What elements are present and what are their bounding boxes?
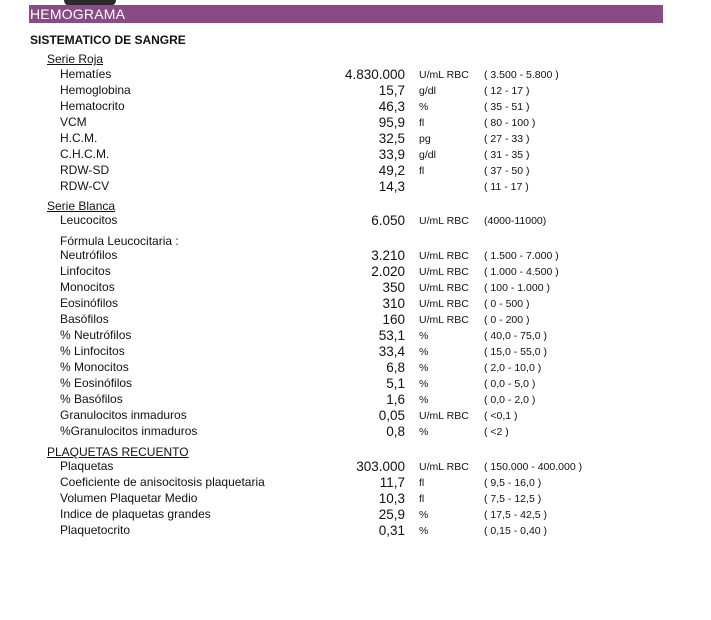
- test-name: % Neutrófilos: [60, 328, 132, 342]
- reference-range: ( 1.000 - 4.500 ): [484, 266, 559, 278]
- header-banner: [29, 5, 663, 23]
- test-name: Monocitos: [60, 280, 115, 294]
- test-value: 0,8: [386, 424, 405, 439]
- section-serie-blanca: Serie Blanca: [47, 199, 116, 213]
- test-value: 1,6: [386, 392, 405, 407]
- test-unit: %: [419, 101, 429, 113]
- reference-range: ( 40,0 - 75,0 ): [484, 330, 548, 342]
- result-row: [0, 392, 711, 408]
- result-row: [0, 491, 711, 507]
- result-row: [0, 459, 711, 475]
- result-row: [0, 280, 711, 296]
- test-value: 0,05: [378, 408, 405, 423]
- test-name: Indice de plaquetas grandes: [60, 507, 211, 521]
- reference-range: ( 0,15 - 0,40 ): [484, 525, 548, 537]
- result-row: [0, 179, 711, 195]
- test-value: 2.020: [371, 264, 405, 279]
- test-unit: U/mL RBC: [419, 266, 469, 278]
- test-name: RDW-SD: [60, 163, 110, 177]
- test-name: Hematocrito: [60, 99, 125, 113]
- reference-range: (4000-11000): [484, 215, 547, 227]
- test-name: VCM: [60, 115, 87, 129]
- result-row: [0, 264, 711, 280]
- test-name: Coeficiente de anisocitosis plaquetaria: [60, 475, 265, 489]
- test-value: 46,3: [378, 99, 405, 114]
- test-name: Leucocitos: [60, 213, 118, 227]
- result-row: [0, 475, 711, 491]
- test-unit: %: [419, 362, 429, 374]
- reference-range: ( 17,5 - 42,5 ): [484, 509, 548, 521]
- test-name: Granulocitos inmaduros: [60, 408, 187, 422]
- reference-range: ( 31 - 35 ): [484, 149, 530, 161]
- test-value: 303.000: [356, 459, 405, 474]
- result-row: [0, 376, 711, 392]
- test-unit: %: [419, 346, 429, 358]
- test-unit: fl: [419, 477, 425, 489]
- test-name: % Basófilos: [60, 392, 123, 406]
- test-name: Basófilos: [60, 312, 109, 326]
- result-row: [0, 115, 711, 131]
- test-name: Neutrófilos: [60, 248, 118, 262]
- test-unit: U/mL RBC: [419, 282, 469, 294]
- result-row: [0, 147, 711, 163]
- reference-range: ( <2 ): [484, 426, 509, 438]
- result-row: [0, 328, 711, 344]
- test-name: %Granulocitos inmaduros: [60, 424, 198, 438]
- result-row: [0, 131, 711, 147]
- result-row: [0, 424, 711, 440]
- test-name: Linfocitos: [60, 264, 111, 278]
- test-value: 10,3: [378, 491, 405, 506]
- reference-range: ( 11 - 17 ): [484, 181, 529, 193]
- reference-range: ( 9,5 - 16,0 ): [484, 477, 542, 489]
- test-value: 160: [382, 312, 405, 327]
- test-name: Plaquetas: [60, 459, 114, 473]
- test-value: 350: [382, 280, 405, 295]
- result-row: [0, 312, 711, 328]
- reference-range: ( 0,0 - 2,0 ): [484, 394, 536, 406]
- reference-range: ( 15,0 - 55,0 ): [484, 346, 548, 358]
- test-value: 5,1: [386, 376, 405, 391]
- test-name: Eosinófilos: [60, 296, 119, 310]
- test-name: Hematíes: [60, 67, 112, 81]
- test-value: 4.830.000: [344, 67, 405, 82]
- test-unit: %: [419, 509, 429, 521]
- test-unit: U/mL RBC: [419, 461, 469, 473]
- test-name: H.C.M.: [60, 131, 98, 145]
- test-unit: %: [419, 378, 429, 390]
- section-plaquetas: PLAQUETAS RECUENTO: [47, 445, 189, 459]
- reference-range: ( 27 - 33 ): [484, 133, 530, 145]
- reference-range: ( 80 - 100 ): [484, 117, 536, 129]
- test-value: 11,7: [379, 475, 405, 490]
- result-row: [0, 408, 711, 424]
- reference-range: ( 150.000 - 400.000 ): [484, 461, 583, 473]
- report-title: HEMOGRAMA: [30, 6, 126, 22]
- section-heading: SISTEMATICO DE SANGRE: [30, 33, 186, 47]
- test-unit: g/dl: [419, 85, 436, 97]
- test-value: 49,2: [378, 163, 405, 178]
- test-name: C.H.C.M.: [60, 147, 110, 161]
- test-unit: U/mL RBC: [419, 314, 469, 326]
- test-unit: U/mL RBC: [419, 250, 469, 262]
- test-unit: %: [419, 426, 429, 438]
- test-unit: fl: [419, 493, 425, 505]
- reference-range: ( 0 - 500 ): [484, 298, 530, 310]
- test-value: 310: [382, 296, 405, 311]
- reference-range: ( 37 - 50 ): [484, 165, 530, 177]
- reference-range: ( 0 - 200 ): [484, 314, 530, 326]
- test-unit: U/mL RBC: [419, 410, 469, 422]
- reference-range: ( 2,0 - 10,0 ): [484, 362, 542, 374]
- test-name: % Monocitos: [60, 360, 129, 374]
- reference-range: ( 3.500 - 5.800 ): [484, 69, 559, 81]
- test-value: 14,3: [378, 179, 405, 194]
- result-row: [0, 163, 711, 179]
- result-row: [0, 248, 711, 264]
- test-unit: %: [419, 394, 429, 406]
- test-unit: pg: [419, 133, 431, 145]
- result-row: [0, 296, 711, 312]
- result-row: [0, 507, 711, 523]
- reference-range: ( <0,1 ): [484, 410, 518, 422]
- test-name: Hemoglobina: [60, 83, 131, 97]
- reference-range: ( 1.500 - 7.000 ): [484, 250, 559, 262]
- result-row: [0, 523, 711, 539]
- test-name: % Eosinófilos: [60, 376, 133, 390]
- test-value: 95,9: [378, 115, 405, 130]
- test-name: Volumen Plaquetar Medio: [60, 491, 198, 505]
- formula-label: Fórmula Leucocitaria :: [60, 234, 179, 248]
- reference-range: ( 100 - 1.000 ): [484, 282, 550, 294]
- test-value: 25,9: [378, 507, 405, 522]
- result-row: [0, 213, 711, 229]
- reference-range: ( 0,0 - 5,0 ): [484, 378, 536, 390]
- test-unit: U/mL RBC: [419, 215, 469, 227]
- test-value: 6.050: [371, 213, 405, 228]
- result-row: [0, 67, 711, 83]
- test-value: 53,1: [378, 328, 405, 343]
- result-row: [0, 344, 711, 360]
- reference-range: ( 7,5 - 12,5 ): [484, 493, 542, 505]
- test-name: RDW-CV: [60, 179, 110, 193]
- test-unit: g/dl: [419, 149, 436, 161]
- test-value: 3.210: [371, 248, 405, 263]
- test-value: 0,31: [378, 523, 405, 538]
- test-unit: fl: [419, 117, 425, 129]
- result-row: [0, 360, 711, 376]
- test-value: 6,8: [386, 360, 405, 375]
- test-unit: fl: [419, 165, 425, 177]
- result-row: [0, 99, 711, 115]
- test-unit: U/mL RBC: [419, 69, 469, 81]
- test-value: 32,5: [378, 131, 405, 146]
- test-unit: %: [419, 525, 429, 537]
- test-value: 33,4: [378, 344, 405, 359]
- test-name: % Linfocitos: [60, 344, 125, 358]
- test-unit: %: [419, 330, 429, 342]
- test-name: Plaquetocrito: [60, 523, 131, 537]
- test-value: 15,7: [378, 83, 405, 98]
- result-row: [0, 83, 711, 99]
- section-serie-roja: Serie Roja: [47, 52, 104, 66]
- reference-range: ( 12 - 17 ): [484, 85, 530, 97]
- reference-range: ( 35 - 51 ): [484, 101, 530, 113]
- test-value: 33,9: [378, 147, 405, 162]
- test-unit: U/mL RBC: [419, 298, 469, 310]
